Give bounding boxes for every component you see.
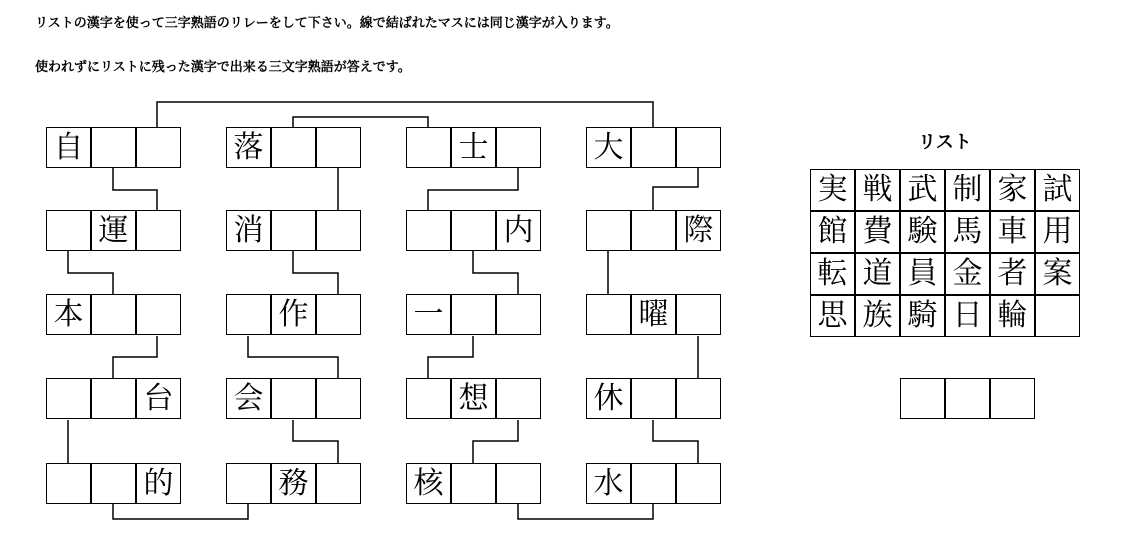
puzzle-cell: 際 <box>676 210 721 251</box>
instruction-line-1: リストの漢字を使って三字熟語のリレーをして下さい。線で結ばれたマスには同じ漢字が入ります。 <box>35 16 619 31</box>
list-kanji-cell: 案 <box>1035 253 1080 295</box>
connector-line <box>248 336 338 378</box>
puzzle-cell <box>451 294 496 335</box>
list-kanji-cell: 馬 <box>945 211 990 253</box>
puzzle-cell: 的 <box>136 463 181 504</box>
puzzle-cell <box>91 463 136 504</box>
answer-cell <box>945 378 990 419</box>
puzzle-cell: 核 <box>406 463 451 504</box>
list-kanji-cell: 用 <box>1035 211 1080 253</box>
puzzle-cell <box>451 463 496 504</box>
puzzle-cell <box>316 294 361 335</box>
puzzle-cell <box>676 294 721 335</box>
puzzle-cell <box>316 378 361 419</box>
connector-line <box>428 168 518 210</box>
answer-cell <box>990 378 1035 419</box>
puzzle-cell <box>496 463 541 504</box>
list-kanji-cell: 車 <box>990 211 1035 253</box>
puzzle-cell <box>91 127 136 168</box>
puzzle-cell <box>316 127 361 168</box>
puzzle-cell: 水 <box>586 463 631 504</box>
list-kanji-cell: 館 <box>810 211 855 253</box>
puzzle-cell <box>451 210 496 251</box>
puzzle-cell <box>136 294 181 335</box>
puzzle-cell <box>406 378 451 419</box>
puzzle-cell <box>586 294 631 335</box>
puzzle-cell <box>46 463 91 504</box>
connector-line <box>113 168 157 210</box>
connector-line <box>157 102 653 127</box>
puzzle-cell <box>676 463 721 504</box>
puzzle-cell <box>91 294 136 335</box>
connector-line <box>473 251 518 294</box>
puzzle-cell: 本 <box>46 294 91 335</box>
list-kanji-cell: 金 <box>945 253 990 295</box>
puzzle-cell <box>406 210 451 251</box>
puzzle-cell: 内 <box>496 210 541 251</box>
answer-cell <box>900 378 945 419</box>
puzzle-cell <box>91 378 136 419</box>
puzzle-cell <box>46 210 91 251</box>
puzzle-cell <box>271 127 316 168</box>
connector-line <box>293 251 338 294</box>
puzzle-cell: 台 <box>136 378 181 419</box>
puzzle-cell <box>136 210 181 251</box>
list-kanji-cell: 族 <box>855 295 900 337</box>
puzzle-cell <box>316 463 361 504</box>
puzzle-cell <box>586 210 631 251</box>
connector-line <box>518 504 653 519</box>
puzzle-cell: 消 <box>226 210 271 251</box>
connector-line <box>653 420 698 463</box>
puzzle-cell <box>271 378 316 419</box>
list-kanji-cell: 思 <box>810 295 855 337</box>
connector-line <box>68 251 113 294</box>
list-kanji-cell: 武 <box>900 169 945 211</box>
puzzle-cell <box>496 294 541 335</box>
list-kanji-cell: 道 <box>855 253 900 295</box>
puzzle-cell: 大 <box>586 127 631 168</box>
puzzle-cell <box>631 127 676 168</box>
list-kanji-cell: 輪 <box>990 295 1035 337</box>
puzzle-cell: 務 <box>271 463 316 504</box>
list-kanji-cell: 試 <box>1035 169 1080 211</box>
puzzle-cell: 曜 <box>631 294 676 335</box>
list-kanji-cell: 費 <box>855 211 900 253</box>
puzzle-cell <box>136 127 181 168</box>
list-kanji-cell: 員 <box>900 253 945 295</box>
list-kanji-cell: 戦 <box>855 169 900 211</box>
puzzle-cell: 一 <box>406 294 451 335</box>
puzzle-cell: 自 <box>46 127 91 168</box>
puzzle-cell <box>496 378 541 419</box>
puzzle-cell <box>631 463 676 504</box>
instruction-line-2: 使われずにリストに残った漢字で出来る三文字熟語が答えです。 <box>35 60 411 75</box>
list-kanji-cell: 者 <box>990 253 1035 295</box>
connector-line <box>473 420 518 463</box>
puzzle-cell <box>496 127 541 168</box>
list-kanji-cell: 転 <box>810 253 855 295</box>
puzzle-cell <box>676 378 721 419</box>
list-kanji-cell: 日 <box>945 295 990 337</box>
list-title: リスト <box>918 132 972 153</box>
puzzle-cell <box>271 210 316 251</box>
puzzle-cell <box>316 210 361 251</box>
puzzle-cell: 落 <box>226 127 271 168</box>
puzzle-cell <box>226 463 271 504</box>
connector-line <box>653 168 698 210</box>
list-kanji-cell: 騎 <box>900 295 945 337</box>
puzzle-cell <box>46 378 91 419</box>
connector-line <box>293 117 428 127</box>
puzzle-cell <box>406 127 451 168</box>
connector-line <box>113 336 157 378</box>
list-kanji-cell: 制 <box>945 169 990 211</box>
puzzle-cell: 士 <box>451 127 496 168</box>
list-kanji-cell <box>1035 295 1080 337</box>
list-kanji-cell: 家 <box>990 169 1035 211</box>
list-kanji-cell: 験 <box>900 211 945 253</box>
puzzle-cell: 会 <box>226 378 271 419</box>
puzzle-cell: 想 <box>451 378 496 419</box>
puzzle-cell: 休 <box>586 378 631 419</box>
connector-line <box>428 336 473 378</box>
puzzle-cell: 作 <box>271 294 316 335</box>
puzzle-cell <box>226 294 271 335</box>
puzzle-cell: 運 <box>91 210 136 251</box>
puzzle-cell <box>676 127 721 168</box>
connector-line <box>293 420 338 463</box>
connector-line <box>113 504 248 519</box>
puzzle-cell <box>631 378 676 419</box>
puzzle-cell <box>631 210 676 251</box>
list-kanji-cell: 実 <box>810 169 855 211</box>
